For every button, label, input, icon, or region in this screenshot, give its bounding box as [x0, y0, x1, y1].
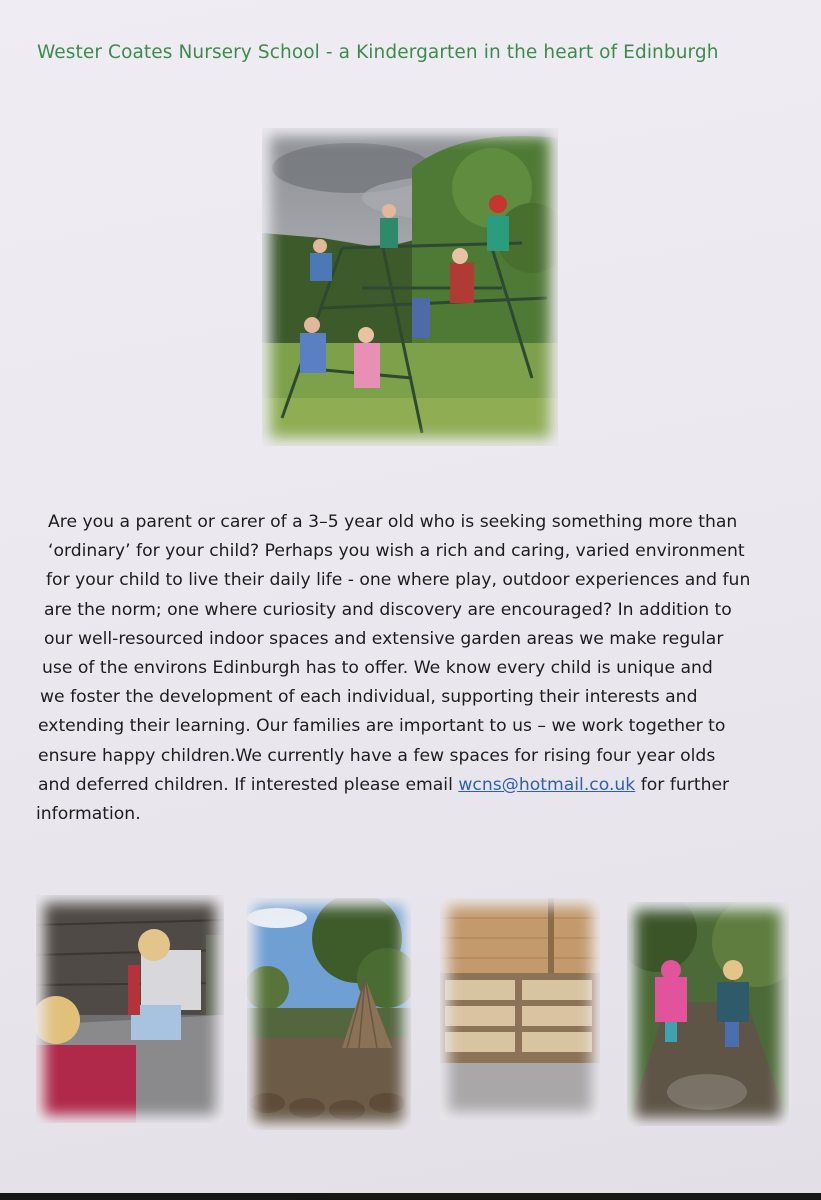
intro-paragraph [36, 508, 786, 829]
children-walking-muddy-path-photo [627, 902, 789, 1126]
intro-line: extending their learning. Our families are important to us – we work together to [38, 716, 726, 737]
garden-willow-den-photo [247, 898, 411, 1130]
email-link[interactable]: wcns@hotmail.co.uk [458, 774, 636, 795]
intro-line: our well-resourced indoor spaces and extensive garden areas we make regular [44, 628, 724, 649]
intro-line: use of the environs Edinburgh has to offer. We know every child is unique and [42, 658, 713, 679]
intro-line-email [38, 771, 786, 800]
intro-line-final: information. [36, 804, 141, 825]
page-bottom-edge [0, 1193, 821, 1200]
intro-line: ‘ordinary’ for your child? Perhaps you wish a rich and caring, varied environment [48, 541, 745, 562]
intro-text-after-email: for further [635, 774, 730, 795]
intro-line: for your child to live their daily life - one where play, outdoor experiences and fun [46, 570, 751, 591]
children-climbing-frame-photo [262, 128, 558, 446]
wooden-classroom-shelves-photo [440, 898, 600, 1120]
intro-line: we foster the development of each individual, supporting their interests and [40, 687, 698, 708]
intro-line: Are you a parent or carer of a 3–5 year old who is seeking something more than [48, 512, 738, 532]
intro-line: ensure happy children.We currently have a few spaces for rising four year olds [38, 745, 716, 766]
children-playing-by-wall-photo [36, 895, 224, 1123]
page-title: Wester Coates Nursery School - a Kindergarten in the heart of Edinburgh [37, 42, 719, 63]
intro-line: are the norm; one where curiosity and discovery are encouraged? In addition to [44, 599, 732, 620]
intro-text-before-email: and deferred children. If interested please email [38, 774, 459, 795]
